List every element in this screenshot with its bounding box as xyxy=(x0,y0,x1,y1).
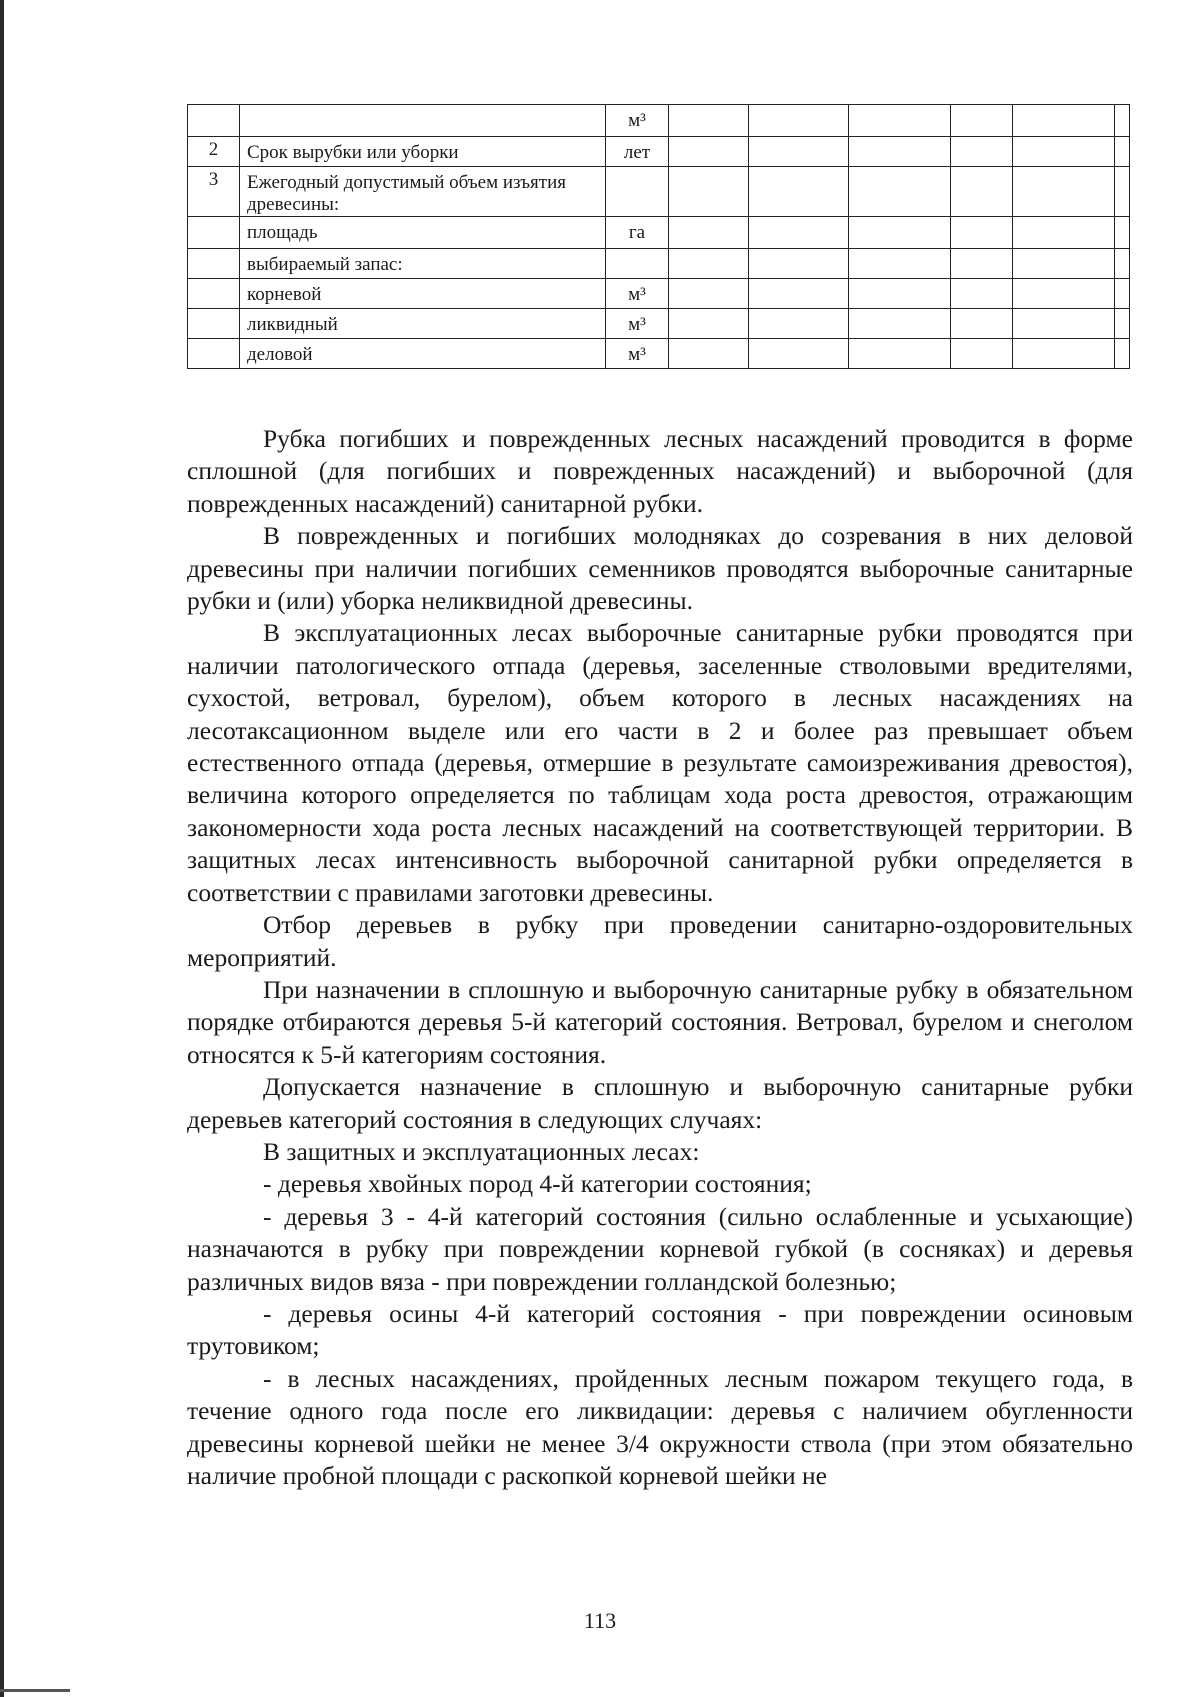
unit-cell xyxy=(606,249,669,279)
empty-value-cell xyxy=(749,137,849,167)
empty-value-cell xyxy=(1115,279,1130,309)
empty-value-cell xyxy=(749,279,849,309)
empty-value-cell xyxy=(1115,167,1130,217)
empty-value-cell xyxy=(1013,279,1115,309)
table-row xyxy=(188,279,1130,309)
table-row xyxy=(188,167,1130,217)
row-title-cell: деловой xyxy=(240,339,606,369)
empty-value-cell xyxy=(1013,309,1115,339)
empty-value-cell xyxy=(749,249,849,279)
empty-value-cell xyxy=(1013,137,1115,167)
empty-value-cell xyxy=(669,137,749,167)
empty-value-cell xyxy=(951,137,1013,167)
empty-value-cell xyxy=(669,217,749,249)
scan-bottom-mark xyxy=(0,1689,70,1692)
paragraph: - в лесных насаждениях, пройденных лесным пожаром текущего года, в течение одного года после его ликвидации: деревья с наличием обугленности древесины корневой шейки не менее 3/4 окружности ствола (при этом обязательно наличие пробной площади с раскопкой корневой шейки не xyxy=(187,1363,1133,1490)
empty-value-cell xyxy=(1013,339,1115,369)
row-title-cell: выбираемый запас: xyxy=(240,249,606,279)
table-row xyxy=(188,249,1130,279)
empty-value-cell xyxy=(749,309,849,339)
scan-left-edge xyxy=(0,0,4,1697)
empty-value-cell xyxy=(849,217,951,249)
empty-value-cell xyxy=(951,105,1013,137)
empty-value-cell xyxy=(1013,249,1115,279)
empty-value-cell xyxy=(849,339,951,369)
empty-value-cell xyxy=(849,167,951,217)
unit-cell: м³ xyxy=(606,105,669,137)
row-title-cell: Срок вырубки или уборки xyxy=(240,137,606,167)
empty-value-cell xyxy=(849,137,951,167)
empty-value-cell xyxy=(669,279,749,309)
paragraph: - деревья хвойных пород 4-й категории состояния; xyxy=(263,1169,812,1199)
paragraph: Отбор деревьев в рубку при проведении санитарно-оздоровительных мероприятий. xyxy=(187,910,1133,972)
empty-value-cell xyxy=(1115,309,1130,339)
empty-value-cell xyxy=(749,167,849,217)
empty-value-cell xyxy=(849,249,951,279)
empty-value-cell xyxy=(1115,339,1130,369)
empty-value-cell xyxy=(951,249,1013,279)
unit-cell: м³ xyxy=(606,339,669,369)
table-row xyxy=(188,309,1130,339)
paragraph: В поврежденных и погибших молодняках до созревания в них деловой древесины при наличии погибших семенников проводятся выборочные санитарные рубки и (или) уборка неликвидной древесины. xyxy=(187,521,1133,616)
document-body xyxy=(187,423,1133,1492)
paragraph: Рубка погибших и поврежденных лесных насаждений проводится в форме сплошной (для погибших и поврежденных насаждений) и выборочной (для поврежденных насаждений) санитарной рубки. xyxy=(187,424,1133,518)
empty-value-cell xyxy=(951,167,1013,217)
unit-cell: лет xyxy=(606,137,669,167)
empty-value-cell xyxy=(849,105,951,137)
forest-volume-table xyxy=(187,104,1130,369)
row-title-cell xyxy=(240,105,606,137)
empty-value-cell xyxy=(1013,105,1115,137)
paragraph: В защитных и эксплуатационных лесах: xyxy=(263,1136,700,1166)
empty-value-cell xyxy=(1115,249,1130,279)
empty-value-cell xyxy=(749,105,849,137)
row-title-cell: площадь xyxy=(240,217,606,249)
unit-cell xyxy=(606,167,669,217)
row-number-cell: 3 xyxy=(188,167,240,217)
paragraph: Допускается назначение в сплошную и выборочную санитарные рубки деревьев категорий состояния в следующих случаях: xyxy=(187,1072,1133,1134)
empty-value-cell xyxy=(669,167,749,217)
empty-value-cell xyxy=(749,217,849,249)
empty-value-cell xyxy=(1013,167,1115,217)
empty-value-cell xyxy=(669,339,749,369)
row-number-cell xyxy=(188,249,240,279)
table-row xyxy=(188,217,1130,249)
row-title-cell: ликвидный xyxy=(240,309,606,339)
empty-value-cell xyxy=(951,217,1013,249)
unit-cell: м³ xyxy=(606,309,669,339)
table-row xyxy=(188,105,1130,137)
row-title-cell: корневой xyxy=(240,279,606,309)
paragraph: - деревья 3 - 4-й категорий состояния (сильно ослабленные и усыхающие) назначаются в рубку при повреждении корневой губкой (в сосняках) и деревья различных видов вяза - при повреждении голландской болезнью; xyxy=(187,1201,1133,1296)
table-row xyxy=(188,339,1130,369)
unit-cell: га xyxy=(606,217,669,249)
paragraph: - деревья осины 4-й категорий состояния - при повреждении осиновым трутовиком; xyxy=(187,1298,1133,1361)
empty-value-cell xyxy=(749,339,849,369)
empty-value-cell xyxy=(1115,137,1130,167)
empty-value-cell xyxy=(1115,217,1130,249)
empty-value-cell xyxy=(669,105,749,137)
empty-value-cell xyxy=(849,309,951,339)
row-number-cell xyxy=(188,309,240,339)
page-number: 113 xyxy=(583,1608,617,1633)
table-row xyxy=(188,137,1130,167)
row-number-cell xyxy=(188,339,240,369)
unit-cell: м³ xyxy=(606,279,669,309)
paragraph: В эксплуатационных лесах выборочные санитарные рубки проводятся при наличии патологического отпада (деревья, заселенные стволовыми вредителями, сухостой, ветровал, бурелом), объем которого в лесных насаждениях на лесотаксационном выделе или его части в 2 и более раз превышает объем естественного отпада (деревья, отмершие в результате самоизреживания древостоя), величина которого определяется по таблицам хода роста древостоя, отражающим закономерности хода роста лесных насаждений на соответствующей территории. В защитных лесах интенсивность выборочной санитарной рубки определяется в соответствии с правилами заготовки древесины. xyxy=(187,618,1133,907)
row-number-cell xyxy=(188,217,240,249)
row-number-cell: 2 xyxy=(188,137,240,167)
empty-value-cell xyxy=(669,309,749,339)
empty-value-cell xyxy=(669,249,749,279)
row-number-cell xyxy=(188,105,240,137)
empty-value-cell xyxy=(849,279,951,309)
empty-value-cell xyxy=(1013,217,1115,249)
paragraph: При назначении в сплошную и выборочную санитарные рубку в обязательном порядке отбираются деревья 5-й категорий состояния. Ветровал, бурелом и снеголом относятся к 5-й категориям состояния. xyxy=(187,974,1133,1069)
empty-value-cell xyxy=(951,279,1013,309)
row-title-cell: Ежегодный допустимый объем изъятия древесины: xyxy=(240,167,606,217)
row-number-cell xyxy=(188,279,240,309)
empty-value-cell xyxy=(951,309,1013,339)
empty-value-cell xyxy=(1115,105,1130,137)
empty-value-cell xyxy=(951,339,1013,369)
